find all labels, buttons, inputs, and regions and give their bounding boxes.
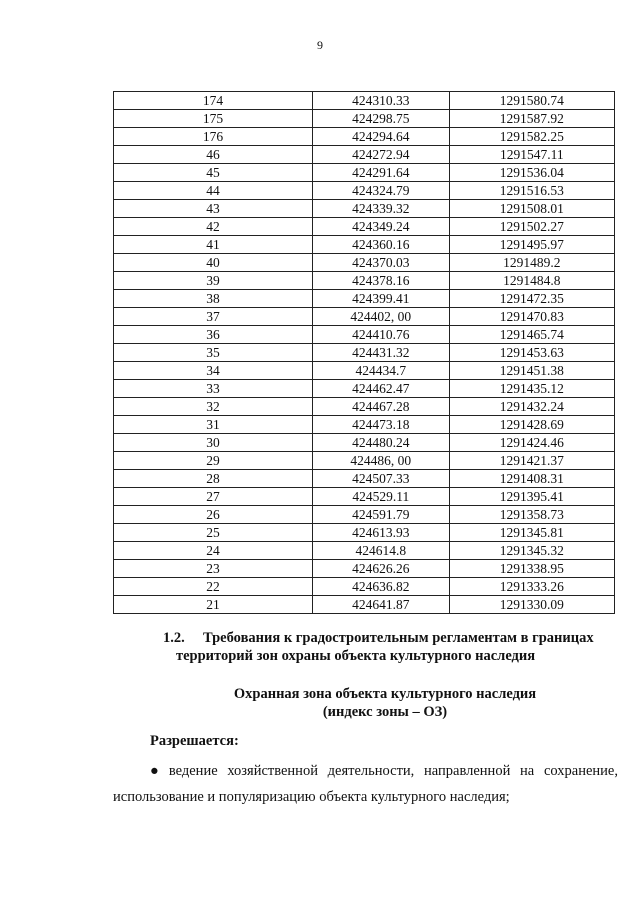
x-coordinate-cell: 424636.82 <box>313 578 450 596</box>
table-row <box>114 542 615 560</box>
x-coordinate-cell: 424626.26 <box>313 560 450 578</box>
point-number-cell: 41 <box>114 236 313 254</box>
point-number-cell: 40 <box>114 254 313 272</box>
y-coordinate-cell: 1291395.41 <box>449 488 614 506</box>
point-number-cell: 44 <box>114 182 313 200</box>
y-coordinate-cell: 1291582.25 <box>449 128 614 146</box>
point-number-cell: 24 <box>114 542 313 560</box>
table-row <box>114 506 615 524</box>
x-coordinate-cell: 424486, 00 <box>313 452 450 470</box>
y-coordinate-cell: 1291333.26 <box>449 578 614 596</box>
table-row <box>114 470 615 488</box>
x-coordinate-cell: 424324.79 <box>313 182 450 200</box>
y-coordinate-cell: 1291547.11 <box>449 146 614 164</box>
x-coordinate-cell: 424339.32 <box>313 200 450 218</box>
x-coordinate-cell: 424507.33 <box>313 470 450 488</box>
point-number-cell: 42 <box>114 218 313 236</box>
y-coordinate-cell: 1291495.97 <box>449 236 614 254</box>
table-row <box>114 110 615 128</box>
page-number: 9 <box>317 38 323 52</box>
x-coordinate-cell: 424473.18 <box>313 416 450 434</box>
x-coordinate-cell: 424310.33 <box>313 92 450 110</box>
x-coordinate-cell: 424402, 00 <box>313 308 450 326</box>
point-number-cell: 30 <box>114 434 313 452</box>
point-number-cell: 28 <box>114 470 313 488</box>
zone-title-line2: (индекс зоны – ОЗ) <box>322 704 448 720</box>
coordinates-table <box>113 91 615 614</box>
y-coordinate-cell: 1291489.2 <box>449 254 614 272</box>
table-row <box>114 200 615 218</box>
bullet-line1 <box>113 758 618 784</box>
y-coordinate-cell: 1291358.73 <box>449 506 614 524</box>
table-row <box>114 182 615 200</box>
y-coordinate-cell: 1291587.92 <box>449 110 614 128</box>
x-coordinate-cell: 424467.28 <box>313 398 450 416</box>
x-coordinate-cell: 424378.16 <box>313 272 450 290</box>
y-coordinate-cell: 1291424.46 <box>449 434 614 452</box>
y-coordinate-cell: 1291428.69 <box>449 416 614 434</box>
bullet-icon: ● <box>150 763 165 779</box>
zone-title <box>150 685 620 721</box>
point-number-cell: 22 <box>114 578 313 596</box>
point-number-cell: 32 <box>114 398 313 416</box>
x-coordinate-cell: 424480.24 <box>313 434 450 452</box>
y-coordinate-cell: 1291484.8 <box>449 272 614 290</box>
point-number-cell: 27 <box>114 488 313 506</box>
y-coordinate-cell: 1291421.37 <box>449 452 614 470</box>
point-number-cell: 176 <box>114 128 313 146</box>
y-coordinate-cell: 1291580.74 <box>449 92 614 110</box>
x-coordinate-cell: 424294.64 <box>313 128 450 146</box>
point-number-cell: 23 <box>114 560 313 578</box>
point-number-cell: 46 <box>114 146 313 164</box>
table-row <box>114 434 615 452</box>
y-coordinate-cell: 1291516.53 <box>449 182 614 200</box>
x-coordinate-cell: 424410.76 <box>313 326 450 344</box>
table-row <box>114 218 615 236</box>
x-coordinate-cell: 424291.64 <box>313 164 450 182</box>
section-number: 1.2. <box>163 630 185 646</box>
table-row <box>114 596 615 614</box>
y-coordinate-cell: 1291345.32 <box>449 542 614 560</box>
y-coordinate-cell: 1291432.24 <box>449 398 614 416</box>
y-coordinate-cell: 1291338.95 <box>449 560 614 578</box>
bullet-text-line1: ведение хозяйственной деятельности, направленной на сохранение, <box>168 763 618 779</box>
table-row <box>114 488 615 506</box>
table-row <box>114 272 615 290</box>
section-title-line2: территорий зон охраны объекта культурного наследия <box>176 648 536 664</box>
y-coordinate-cell: 1291465.74 <box>449 326 614 344</box>
point-number-cell: 39 <box>114 272 313 290</box>
x-coordinate-cell: 424613.93 <box>313 524 450 542</box>
table-row <box>114 344 615 362</box>
table-row <box>114 146 615 164</box>
bullet-paragraph <box>113 758 618 810</box>
point-number-cell: 33 <box>114 380 313 398</box>
allowed-label: Разрешается: <box>150 733 239 749</box>
x-coordinate-cell: 424591.79 <box>313 506 450 524</box>
x-coordinate-cell: 424614.8 <box>313 542 450 560</box>
table-row <box>114 452 615 470</box>
table-row <box>114 416 615 434</box>
zone-title-line1: Охранная зона объекта культурного наследия <box>233 686 537 702</box>
y-coordinate-cell: 1291502.27 <box>449 218 614 236</box>
point-number-cell: 25 <box>114 524 313 542</box>
y-coordinate-cell: 1291345.81 <box>449 524 614 542</box>
table-row <box>114 308 615 326</box>
y-coordinate-cell: 1291508.01 <box>449 200 614 218</box>
point-number-cell: 21 <box>114 596 313 614</box>
point-number-cell: 29 <box>114 452 313 470</box>
x-coordinate-cell: 424298.75 <box>313 110 450 128</box>
x-coordinate-cell: 424529.11 <box>313 488 450 506</box>
y-coordinate-cell: 1291536.04 <box>449 164 614 182</box>
point-number-cell: 174 <box>114 92 313 110</box>
table-row <box>114 290 615 308</box>
y-coordinate-cell: 1291435.12 <box>449 380 614 398</box>
table-row <box>114 164 615 182</box>
section-title-line1: Требования к градостроительным регламентам в границах <box>203 630 594 646</box>
table-row <box>114 362 615 380</box>
y-coordinate-cell: 1291408.31 <box>449 470 614 488</box>
table-row <box>114 560 615 578</box>
point-number-cell: 34 <box>114 362 313 380</box>
y-coordinate-cell: 1291453.63 <box>449 344 614 362</box>
x-coordinate-cell: 424360.16 <box>313 236 450 254</box>
table-row <box>114 326 615 344</box>
point-number-cell: 38 <box>114 290 313 308</box>
table-row <box>114 236 615 254</box>
x-coordinate-cell: 424462.47 <box>313 380 450 398</box>
point-number-cell: 36 <box>114 326 313 344</box>
y-coordinate-cell: 1291451.38 <box>449 362 614 380</box>
point-number-cell: 175 <box>114 110 313 128</box>
table-row <box>114 578 615 596</box>
x-coordinate-cell: 424431.32 <box>313 344 450 362</box>
table-row <box>114 92 615 110</box>
coordinates-table-body <box>114 92 615 614</box>
x-coordinate-cell: 424399.41 <box>313 290 450 308</box>
table-row <box>114 398 615 416</box>
x-coordinate-cell: 424349.24 <box>313 218 450 236</box>
table-row <box>114 380 615 398</box>
point-number-cell: 35 <box>114 344 313 362</box>
x-coordinate-cell: 424272.94 <box>313 146 450 164</box>
table-row <box>114 128 615 146</box>
section-heading <box>163 629 623 665</box>
y-coordinate-cell: 1291470.83 <box>449 308 614 326</box>
point-number-cell: 43 <box>114 200 313 218</box>
table-row <box>114 524 615 542</box>
x-coordinate-cell: 424641.87 <box>313 596 450 614</box>
point-number-cell: 31 <box>114 416 313 434</box>
y-coordinate-cell: 1291472.35 <box>449 290 614 308</box>
y-coordinate-cell: 1291330.09 <box>449 596 614 614</box>
table-row <box>114 254 615 272</box>
bullet-text-line2: использование и популяризацию объекта культурного наследия; <box>113 789 510 805</box>
x-coordinate-cell: 424434.7 <box>313 362 450 380</box>
point-number-cell: 37 <box>114 308 313 326</box>
x-coordinate-cell: 424370.03 <box>313 254 450 272</box>
point-number-cell: 45 <box>114 164 313 182</box>
point-number-cell: 26 <box>114 506 313 524</box>
